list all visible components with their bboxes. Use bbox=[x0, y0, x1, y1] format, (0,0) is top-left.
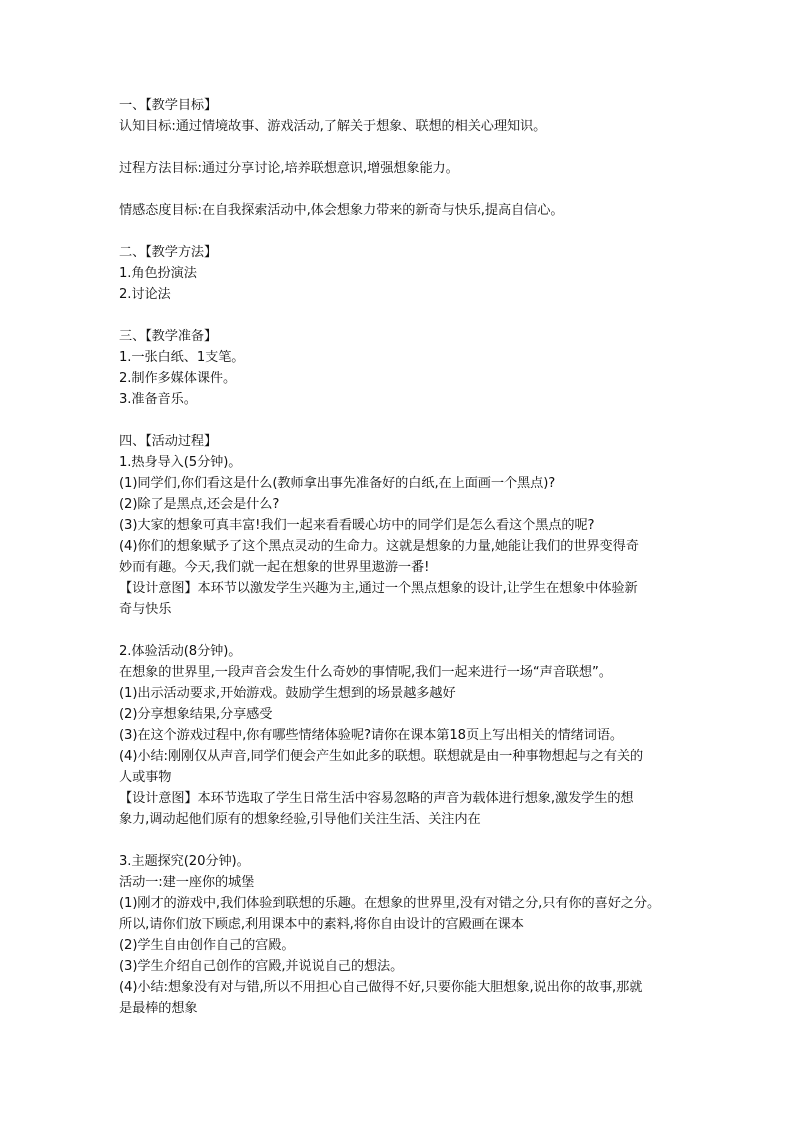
experience-line: (1)出示活动要求,开始游戏。鼓励学生想到的场景越多越好 bbox=[119, 686, 456, 701]
warmup-line: (1)同学们,你们看这是什么(教师拿出事先准备好的白纸,在上面画一个黑点)? bbox=[119, 476, 556, 491]
explore-title: 3.主题探究(20分钟)。 bbox=[119, 854, 250, 869]
experience-title: 2.体验活动(8分钟)。 bbox=[119, 644, 242, 659]
experience-line: (3)在这个游戏过程中,你有哪些情绪体验呢?请你在课本第18页上写出相关的情绪词语。 bbox=[119, 728, 624, 743]
warmup-line: (2)除了是黑点,还会是什么? bbox=[119, 497, 280, 512]
experience-design-intent: 象力,调动起他们原有的想象经验,引导他们关注生活、关注内在 bbox=[119, 812, 481, 827]
warmup-line: (3)大家的想象可真丰富!我们一起来看看暖心坊中的同学们是怎么看这个黑点的呢? bbox=[119, 518, 595, 533]
document-page bbox=[119, 95, 699, 1019]
explore-line: 活动一:建一座你的城堡 bbox=[119, 875, 255, 890]
explore-line: (1)刚才的游戏中,我们体验到联想的乐趣。在想象的世界里,没有对错之分,只有你的喜好之分。 bbox=[119, 896, 661, 911]
preparation-item: 2.制作多媒体课件。 bbox=[119, 371, 237, 386]
explore-line: 所以,请你们放下顾虑,利用课本中的素料,将你自由设计的宫殿画在课本 bbox=[119, 917, 524, 932]
warmup-design-intent: 【设计意图】本环节以激发学生兴趣为主,通过一个黑点想象的设计,让学生在想象中体验新 bbox=[119, 581, 638, 596]
method-item: 1.角色扮演法 bbox=[119, 266, 197, 281]
warmup-design-intent: 奇与快乐 bbox=[119, 602, 172, 617]
warmup-line: 妙而有趣。今天,我们就一起在想象的世界里遨游一番! bbox=[119, 560, 430, 575]
experience-line: (2)分享想象结果,分享感受 bbox=[119, 707, 273, 722]
experience-design-intent: 【设计意图】本环节选取了学生日常生活中容易忽略的声音为载体进行想象,激发学生的想 bbox=[119, 791, 634, 806]
section-heading-preparation: 三、【教学准备】 bbox=[119, 329, 218, 344]
warmup-line: (4)你们的想象赋予了这个黑点灵动的生命力。这就是想象的力量,她能让我们的世界变得奇 bbox=[119, 539, 639, 554]
preparation-item: 1.一张白纸、1支笔。 bbox=[119, 350, 245, 365]
experience-line: 人或事物 bbox=[119, 770, 172, 785]
explore-line: (4)小结:想象没有对与错,所以不用担心自己做得不好,只要你能大胆想象,说出你的故事,那就 bbox=[119, 980, 643, 995]
section-heading-goals: 一、【教学目标】 bbox=[119, 98, 218, 113]
experience-line: 在想象的世界里,一段声音会发生什么奇妙的事情呢,我们一起来进行一场“声音联想”。 bbox=[119, 665, 612, 680]
section-heading-methods: 二、【教学方法】 bbox=[119, 245, 218, 260]
preparation-item: 3.准备音乐。 bbox=[119, 392, 197, 407]
section-heading-process: 四、【活动过程】 bbox=[119, 434, 218, 449]
goal-emotion: 情感态度目标:在自我探索活动中,体会想象力带来的新奇与快乐,提高自信心。 bbox=[119, 203, 564, 218]
experience-line: (4)小结:刚刚仅从声音,同学们便会产生如此多的联想。联想就是由一种事物想起与之有关的 bbox=[119, 749, 644, 764]
explore-line: (3)学生介绍自己创作的宫殿,并说说自己的想法。 bbox=[119, 959, 404, 974]
explore-line: (2)学生自由创作自己的宫殿。 bbox=[119, 938, 295, 953]
warmup-title: 1.热身导入(5分钟)。 bbox=[119, 455, 242, 470]
goal-cognitive: 认知目标:通过情境故事、游戏活动,了解关于想象、联想的相关心理知识。 bbox=[119, 119, 547, 134]
explore-line: 是最棒的想象 bbox=[119, 1001, 198, 1016]
goal-process: 过程方法目标:通过分享讨论,培养联想意识,增强想象能力。 bbox=[119, 161, 459, 176]
method-item: 2.讨论法 bbox=[119, 287, 171, 302]
